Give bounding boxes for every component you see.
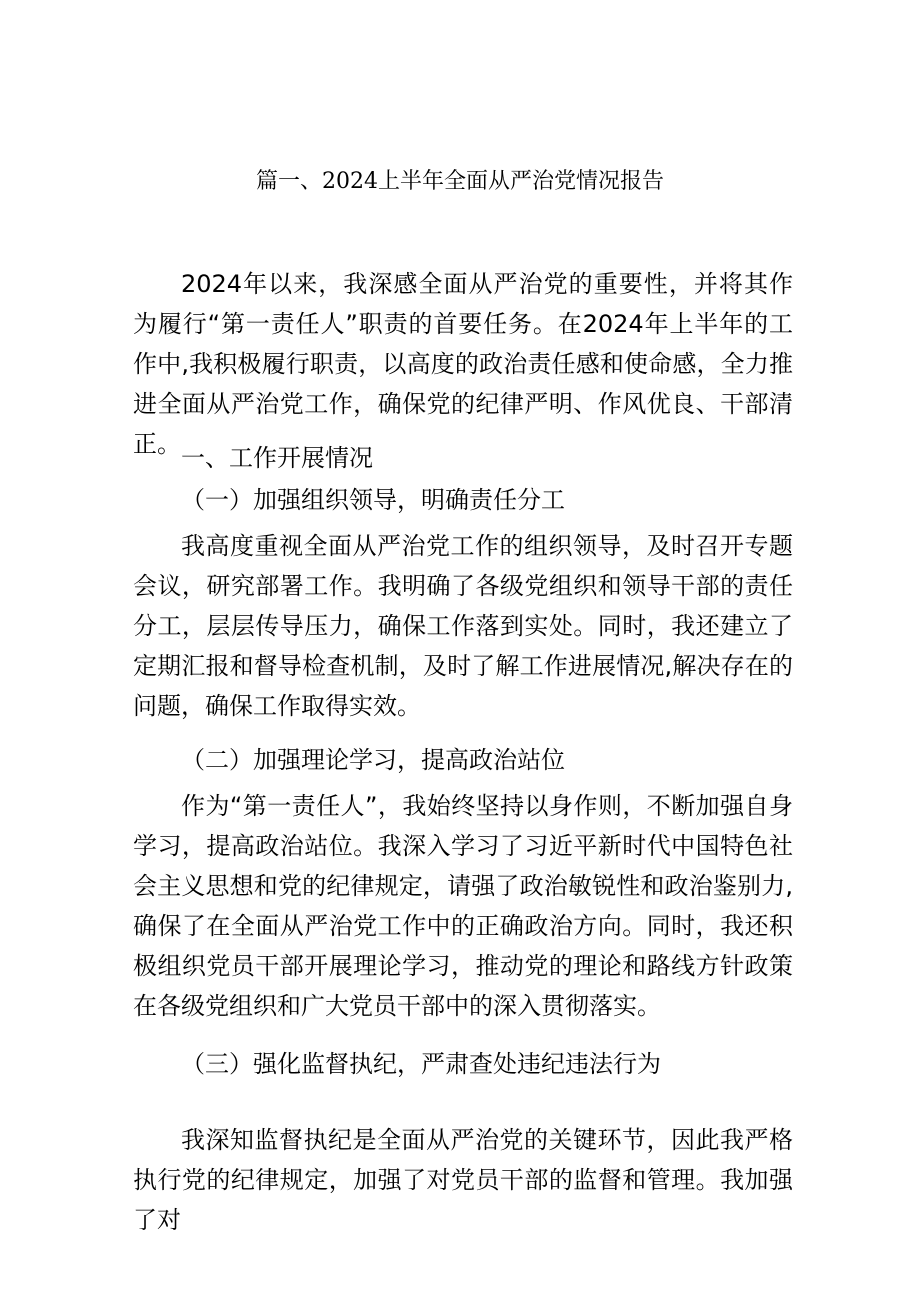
subsection-body-theory-study: 作为“第一责任人”，我始终坚持以身作则，不断加强自身学习，提高政治站位。我深入学习了习近平新时代中国特色社会主义思想和党的纪律规定，请强了政治敏锐性和政治鉴别力,确保了在全面从严治党工作中的正确政治方向。同时，我还积极组织党员干部开展理论学习，推动党的理论和路线方针政策在各级党组织和广大党员干部中的深入贯彻落实。 — [133, 792, 793, 1020]
subsection-body-organization: 我高度重视全面从严治党工作的组织领导，及时召开专题会议，研究部署工作。我明确了各级党组织和领导干部的责任分工，层层传导压力，确保工作落到实处。同时，我还建立了定期汇报和督导检查机制，及时了解工作进展情况,解决存在的问题，确保工作取得实效。 — [133, 532, 793, 720]
subsection-heading-theory-study: （二）加强理论学习，提高政治站位 — [181, 746, 565, 774]
subsection-heading-organization: （一）加强组织领导，明确责任分工 — [181, 486, 565, 514]
subsection-body-supervision: 我深知监督执纪是全面从严治党的关键环节，因此我严格执行党的纪律规定，加强了对党员干部的监督和管理。我加强了对 — [133, 1126, 793, 1234]
document-title: 篇一、2024上半年全面从严治党情况报告 — [256, 169, 664, 194]
intro-paragraph: 2024年以来，我深感全面从严治党的重要性，并将其作为履行“第一责任人”职责的首要任务。在2024年上半年的工作中,我积极履行职责，以高度的政治责任感和使命感，全力推进全面从严治党工作，确保党的纪律严明、作风优良、干部清正。 — [133, 270, 793, 458]
subsection-heading-supervision: （三）强化监督执纪，严肃查处违纪违法行为 — [181, 1050, 661, 1078]
section-heading-work-progress: 一、工作开展情况 — [181, 444, 373, 472]
